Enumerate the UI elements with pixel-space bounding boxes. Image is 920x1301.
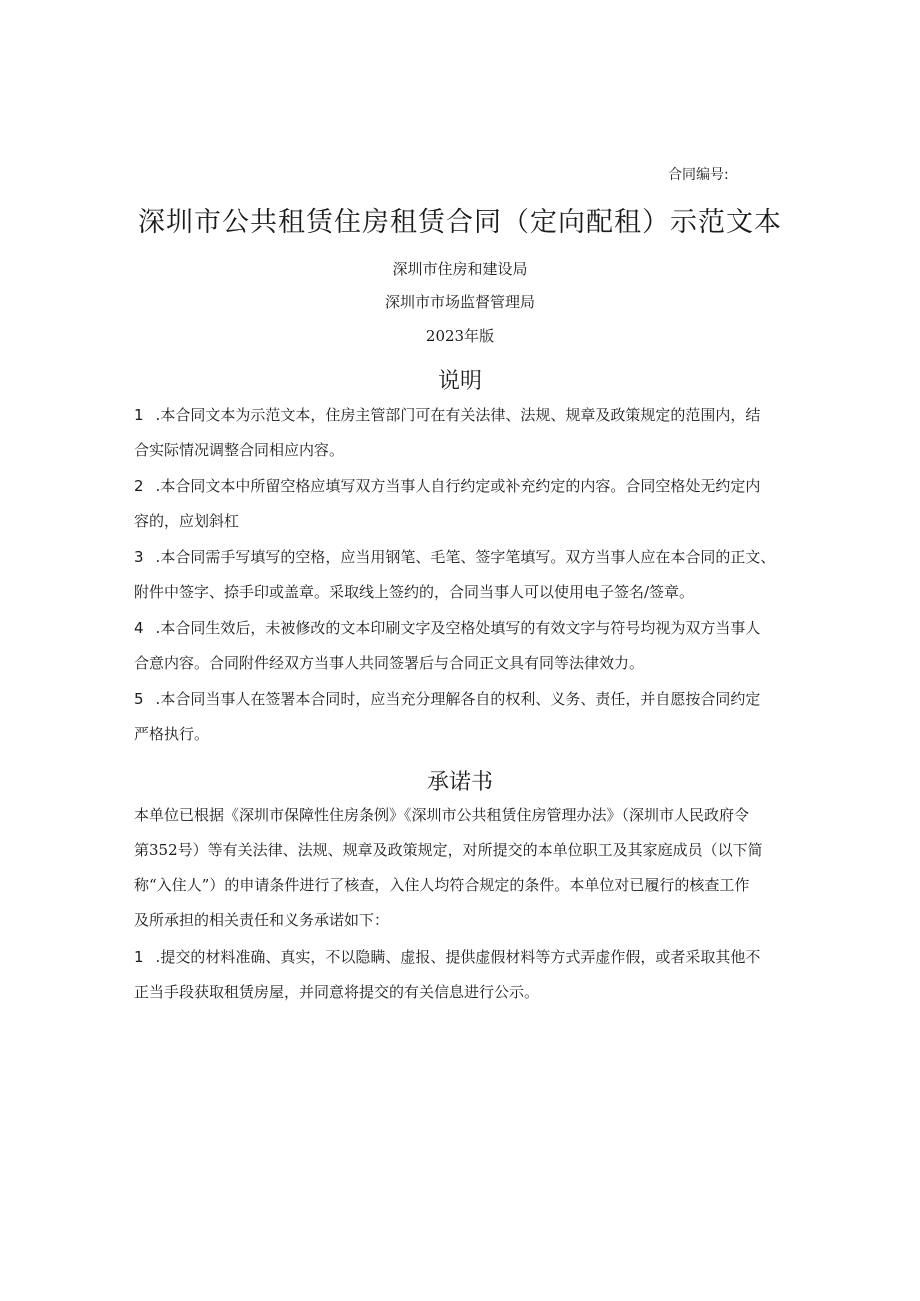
- item-number: 5: [134, 690, 144, 708]
- contract-number-label: 合同编号:: [668, 167, 729, 183]
- edition-label: 2023年版: [425, 327, 495, 345]
- item-number: 1: [134, 406, 144, 424]
- item-text-line1: .提交的材料准确、真实，不以隐瞒、虚报、提供虚假材料等方式弄虚作假，或者采取其他不: [155, 948, 761, 966]
- commitment-heading: 承诺书: [426, 770, 493, 795]
- item-text-line1: .本合同文本为示范文本，住房主管部门可在有关法律、法规、规章及政策规定的范围内，结: [155, 406, 761, 424]
- instruction-item: [134, 398, 800, 468]
- issuer-housing-bureau: 深圳市住房和建设局: [392, 260, 528, 278]
- item-text-line1: .本合同需手写填写的空格，应当用钢笔、毛笔、签字笔填写。双方当事人应在本合同的正文、: [155, 548, 776, 566]
- item-number: 3: [134, 548, 144, 566]
- intro-line: 第352号）等有关法律、法规、规章及政策规定，对所提交的本单位职工及其家庭成员（以下简: [134, 841, 763, 859]
- instruction-item: [134, 469, 800, 539]
- intro-line: 称“入住人”）的申请条件进行了核查，入住人均符合规定的条件。本单位对已履行的核查工作: [134, 876, 750, 894]
- item-text-line2: 正当手段获取租赁房屋，并同意将提交的有关信息进行公示。: [134, 983, 540, 1001]
- item-text-line2: 合实际情况调整合同相应内容。: [134, 441, 345, 459]
- item-text-line2: 合意内容。合同附件经双方当事人共同签署后与合同正文具有同等法律效力。: [134, 654, 645, 672]
- item-text-line2: 容的，应划斜杠: [134, 512, 240, 530]
- issuer-market-supervision-bureau: 深圳市市场监督管理局: [384, 293, 535, 311]
- commitment-intro: [134, 798, 800, 938]
- item-text-line1: .本合同文本中所留空格应填写双方当事人自行约定或补充约定的内容。合同空格处无约定内: [155, 477, 761, 495]
- commitment-item: [134, 940, 800, 1010]
- instructions-heading: 说明: [437, 369, 482, 394]
- item-number: 1: [134, 948, 144, 966]
- intro-line: 及所承担的相关责任和义务承诺如下：: [134, 911, 390, 929]
- item-text-line2: 附件中签字、捺手印或盖章。采取线上签约的，合同当事人可以使用电子签名/签章。: [134, 583, 695, 601]
- item-number: 2: [134, 477, 144, 495]
- item-text-line1: .本合同当事人在签署本合同时，应当充分理解各自的权利、义务、责任，并自愿按合同约定: [155, 690, 761, 708]
- instruction-item: [134, 540, 800, 610]
- instruction-item: [134, 682, 800, 752]
- instruction-item: [134, 611, 800, 681]
- item-text-line2: 严格执行。: [134, 725, 210, 743]
- document-title: 深圳市公共租赁住房租赁合同（定向配租）示范文本: [138, 207, 782, 238]
- intro-line: 本单位已根据《深圳市保障性住房条例》《深圳市公共租赁住房管理办法》（深圳市人民政府令: [134, 806, 750, 824]
- item-text-line1: .本合同生效后，未被修改的文本印刷文字及空格处填写的有效文字与符号均视为双方当事人: [155, 619, 761, 637]
- item-number: 4: [134, 619, 144, 637]
